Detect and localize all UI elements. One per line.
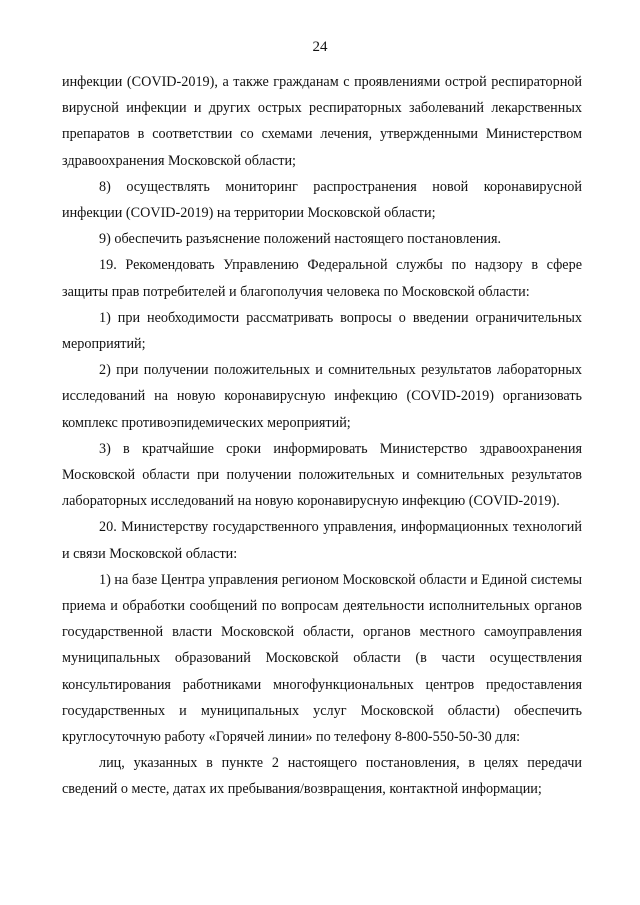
paragraph-clause-19-item-3: 3) в кратчайшие сроки информировать Министерство здравоохранения Московской области при получении положительных и сомнительных результатов лабораторных исследований на новую коронавирусную инфекцию (COVID-2019). xyxy=(62,440,582,510)
page-number: 24 xyxy=(312,39,328,55)
paragraph-clause-19-item-2: 2) при получении положительных и сомнительных результатов лабораторных исследований на новую коронавирусную инфекцию (COVID-2019) организовать комплекс противоэпидемических мероприятий; xyxy=(62,362,582,431)
paragraph-clause-20-item-1: 1) на базе Центра управления регионом Московской области и Единой системы приема и обработки сообщений по вопросам деятельности исполнительных органов государственной власти Московской области, органов местного самоуправления муниципальных образований Московской области (в части осуществления консультирования работниками многофункциональных центров предоставления государственных и муниципальных услуг Московской области) обеспечить круглосуточную работу «Горячей линии» по телефону 8-800-550-50-30 для: xyxy=(62,571,582,746)
paragraph-clause-20: 20. Министерству государственного управления, информационных технологий и связи Московской области: xyxy=(62,519,582,562)
paragraph-clause-19: 19. Рекомендовать Управлению Федеральной службы по надзору в сфере защиты прав потребителей и благополучия человека по Московской области: xyxy=(62,257,582,300)
paragraph-continuation: инфекции (COVID-2019), а также гражданам с проявлениями острой респираторной вирусной инфекции и других острых респираторных заболеваний лекарственных препаратов в соответствии со схемами лечения, утвержденными Министерством здравоохранения Московской области; xyxy=(62,74,582,169)
paragraph-item-8: 8) осуществлять мониторинг распространения новой коронавирусной инфекции (COVID-2019) на территории Московской области; xyxy=(62,178,582,222)
document-body xyxy=(62,69,582,803)
paragraph-persons: лиц, указанных в пункте 2 настоящего постановления, в целях передачи сведений о месте, датах их пребывания/возвращения, контактной информации; xyxy=(62,755,582,798)
paragraph-clause-19-item-1: 1) при необходимости рассматривать вопросы о введении ограничительных мероприятий; xyxy=(62,309,582,353)
paragraph-item-9: 9) обеспечить разъяснение положений настоящего постановления. xyxy=(99,231,502,248)
